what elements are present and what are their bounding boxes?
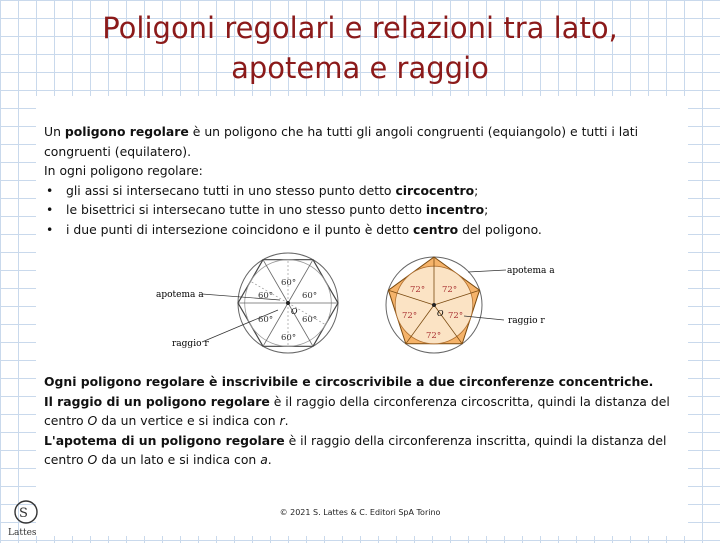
list-item — [44, 181, 684, 201]
center-point — [432, 303, 436, 307]
list-item-bold: incentro — [425, 202, 485, 217]
center-point — [286, 301, 290, 305]
angle-label: 72° — [442, 285, 458, 295]
paragraph-text: è il raggio della circonferenza circoscritta, quindi la distanza del centro — [44, 393, 670, 428]
paragraph-text: da un lato e si indica con — [97, 452, 261, 467]
list-item-end: del poligono. — [458, 221, 542, 237]
apotema-label: apotema a — [507, 266, 555, 276]
apotema-paragraph — [44, 431, 684, 470]
angle-label: 60° — [281, 333, 297, 343]
angle-label: 60° — [258, 291, 274, 301]
angle-label: 72° — [410, 285, 426, 295]
center-label: O — [291, 307, 298, 316]
center-label: O — [437, 309, 444, 318]
apotema-pointer — [468, 270, 506, 272]
angle-label: 60° — [302, 315, 318, 325]
angle-labels — [258, 278, 317, 343]
center-symbol: O — [87, 413, 98, 428]
angle-label: 60° — [258, 315, 274, 325]
apothem-symbol: a — [260, 452, 268, 467]
intro-paragraph — [44, 122, 684, 161]
paragraph-end: . — [284, 413, 289, 428]
radius-symbol: r — [279, 413, 285, 428]
statement-bold: Ogni poligono regolare è inscrivibile e circoscrivibile a due circonferenze concentriche. — [44, 374, 654, 389]
raggio-term: Il raggio di un poligono regolare — [44, 393, 270, 409]
intro-text: Un — [44, 124, 65, 139]
raggio-paragraph — [44, 392, 684, 431]
angle-label: 60° — [281, 278, 297, 288]
list-item-end: ; — [474, 182, 479, 198]
angle-label: 60° — [302, 291, 318, 301]
list-item — [44, 200, 684, 220]
list-item-text: i due punti di intersezione coincidono e il punto è detto — [66, 221, 413, 237]
list-item — [44, 220, 684, 240]
intro-line2: In ogni poligono regolare: — [44, 163, 203, 178]
hexagon-diagram — [150, 250, 350, 356]
section2-block — [44, 372, 684, 470]
paragraph-text: da un vertice e si indica con — [97, 413, 280, 428]
logo-icon — [6, 498, 46, 538]
intro-term-bold: poligono regolare — [64, 124, 189, 139]
list-item-bold: circocentro — [395, 182, 475, 198]
raggio-label: raggio r — [172, 339, 209, 349]
paragraph-text: è il raggio della circonferenza inscritta, quindi la distanza del centro — [44, 432, 667, 467]
publisher-logo — [6, 498, 46, 538]
angle-label: 72° — [448, 311, 464, 321]
apotema-label: apotema a — [156, 290, 204, 300]
svg-text:Lattes: Lattes — [8, 528, 37, 538]
polygon-figure — [150, 250, 570, 356]
page-title: Poligoni regolari e relazioni tra lato, apotema e raggio — [102, 11, 618, 85]
list-item-end: ; — [484, 202, 489, 217]
center-symbol: O — [87, 452, 98, 467]
angle-label: 72° — [402, 311, 418, 321]
property-list — [44, 181, 684, 240]
list-item-text: gli assi si intersecano tutti in uno stesso punto detto — [66, 182, 396, 198]
copyright-footer: © 2021 S. Lattes & C. Editori SpA Torino — [279, 508, 441, 517]
list-item-text: le bisettrici si intersecano tutte in uno stesso punto detto — [66, 202, 426, 217]
apotema-term: L'apotema di un poligono regolare — [44, 432, 285, 448]
paragraph-end: . — [267, 452, 272, 467]
statement-paragraph — [44, 372, 684, 392]
pentagon-diagram — [370, 250, 570, 356]
intro-block — [44, 122, 684, 239]
list-item-bold: centro — [413, 221, 459, 237]
angle-label: 72° — [426, 331, 442, 341]
intro-text-rest: è un poligono che ha tutti gli angoli congruenti (equiangolo) e tutti i lati congruenti (equilatero). — [44, 124, 639, 159]
svg-text:S: S — [19, 506, 28, 521]
raggio-label: raggio r — [508, 316, 545, 326]
